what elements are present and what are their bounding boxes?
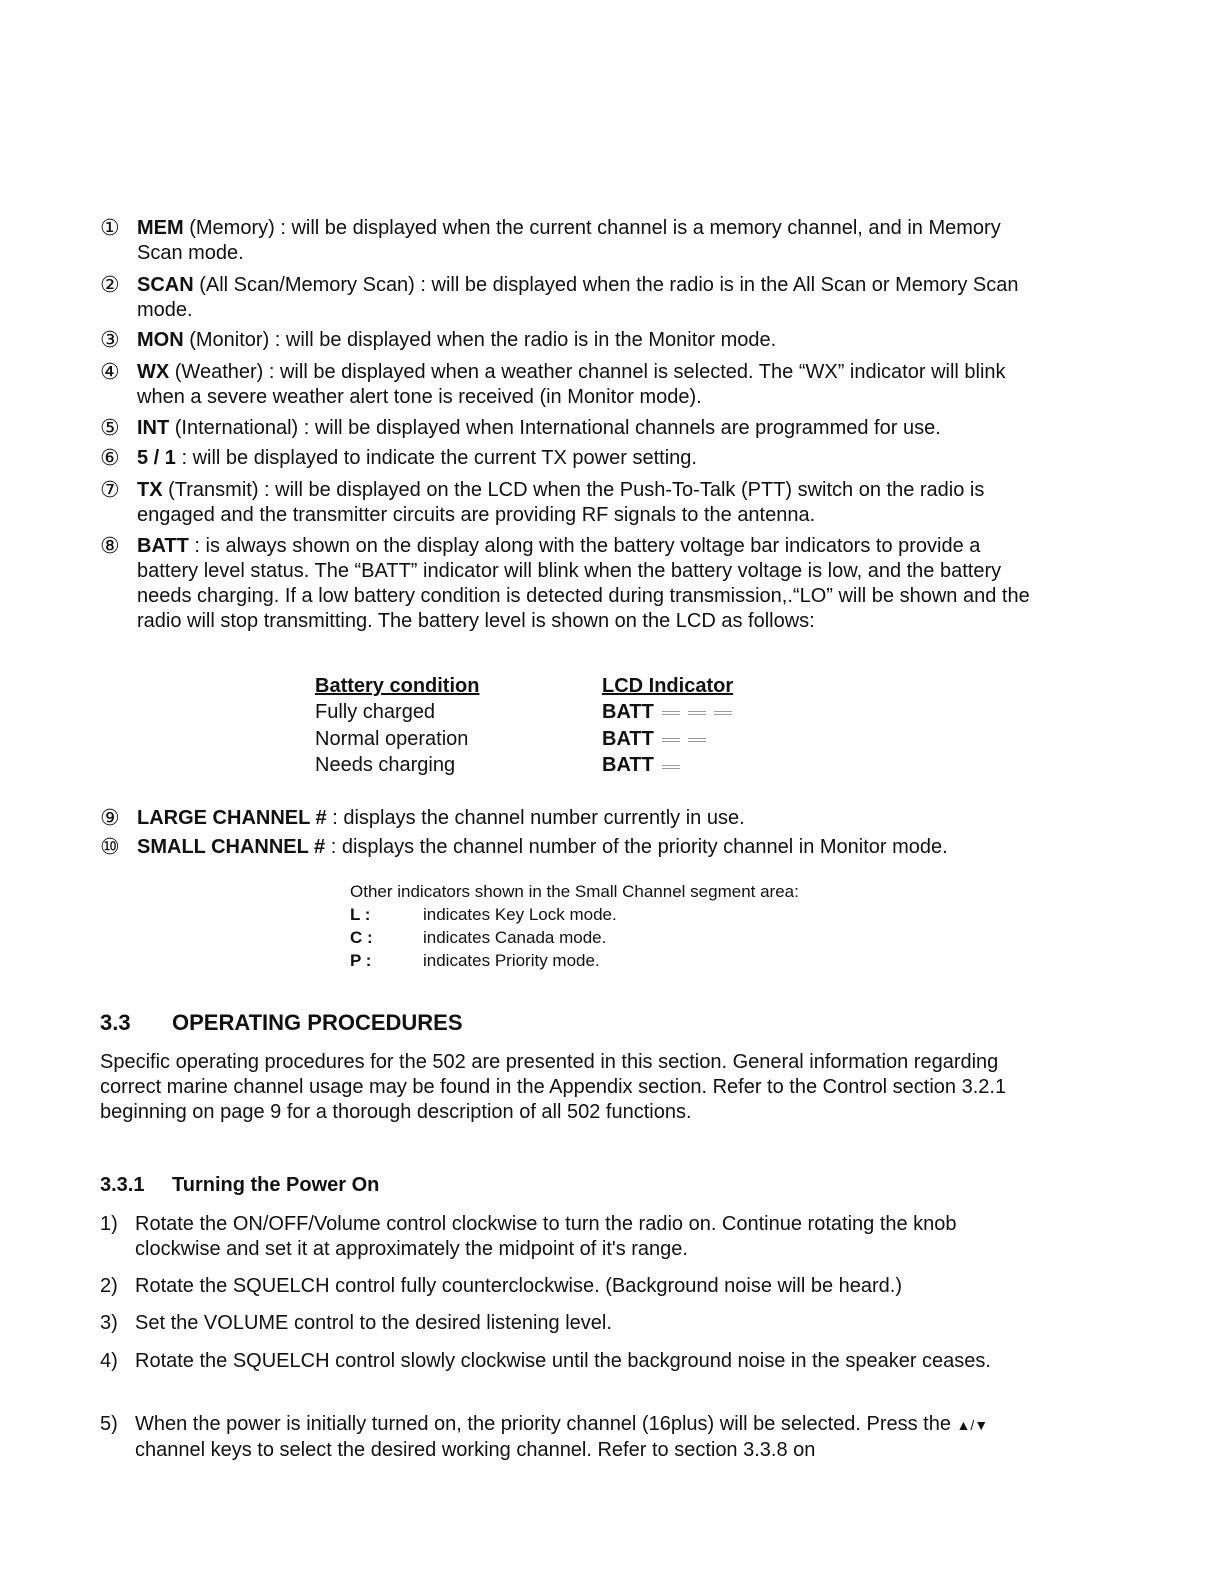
indicator-term: LARGE CHANNEL # bbox=[137, 807, 327, 829]
list-item bbox=[350, 949, 799, 972]
indicator-meaning: indicates Canada mode. bbox=[423, 928, 607, 947]
procedure-step bbox=[100, 1311, 1020, 1336]
table-row bbox=[315, 726, 740, 753]
indicator-description: : displays the channel number of the priority channel in Monitor mode. bbox=[325, 836, 948, 858]
list-item bbox=[350, 903, 799, 926]
step-text: Rotate the SQUELCH control slowly clockwise until the background noise in the speaker ceases. bbox=[135, 1350, 991, 1372]
batt-label: BATT bbox=[602, 727, 654, 750]
indicator-description: (Transmit) : will be displayed on the LCD when the Push-To-Talk (PTT) switch on the radio is engaged and the transmitter circuits are providing RF signals to the antenna. bbox=[137, 479, 985, 526]
indicator-item bbox=[100, 360, 1040, 410]
step-text: Rotate the SQUELCH control fully counterclockwise. (Background noise will be heard.) bbox=[135, 1275, 903, 1297]
step-number: 1) bbox=[100, 1213, 118, 1235]
item-number: ⑨ bbox=[100, 806, 120, 831]
other-indicators-list bbox=[350, 880, 799, 972]
up-down-arrow-icon: ▲/▼ bbox=[956, 1417, 989, 1433]
indicator-term: MEM bbox=[137, 217, 184, 239]
indicator-description: (International) : will be displayed when International channels are programmed for use. bbox=[169, 417, 941, 439]
indicator-description: (All Scan/Memory Scan) : will be displayed when the radio is in the All Scan or Memory Scan mode. bbox=[137, 274, 1019, 321]
indicator-description: : displays the channel number currently in use. bbox=[326, 807, 745, 829]
step-number: 3) bbox=[100, 1312, 118, 1334]
indicator-item bbox=[100, 835, 1040, 860]
subsection-heading bbox=[100, 1174, 379, 1197]
item-number: ⑩ bbox=[100, 835, 120, 860]
table-header-row bbox=[315, 673, 740, 699]
indicator-description: : is always shown on the display along with the battery voltage bar indicators to provide a battery level status. The “BATT” indicator will blink when the battery voltage is low, and the battery needs charging. If a low battery condition is detected during transmission,.“LO” will be shown and the radio will stop transmitting. The battery level is shown on the LCD as follows: bbox=[137, 535, 1030, 632]
column-header-condition: Battery condition bbox=[315, 675, 480, 697]
indicator-meaning: indicates Key Lock mode. bbox=[423, 905, 617, 924]
step-number: 2) bbox=[100, 1275, 118, 1297]
step-text bbox=[135, 1412, 1020, 1463]
indicator-item bbox=[100, 216, 1040, 266]
battery-bars-icon bbox=[662, 700, 740, 726]
table-row bbox=[315, 699, 740, 726]
section-intro: Specific operating procedures for the 502 are presented in this section. General information regarding correct marine channel usage may be found in the Appendix section. Refer to the Control section 3.2.1 beginning on page 9 for a thorough description of all 502 functions. bbox=[100, 1051, 1007, 1123]
table-row bbox=[315, 752, 740, 779]
indicator-description: (Memory) : will be displayed when the current channel is a memory channel, and in Memory Scan mode. bbox=[137, 217, 1001, 264]
battery-bars-icon bbox=[662, 726, 714, 752]
step-number: 4) bbox=[100, 1350, 118, 1372]
indicator-item bbox=[100, 446, 1040, 471]
item-number: ① bbox=[100, 216, 120, 241]
indicator-description: (Weather) : will be displayed when a weather channel is selected. The “WX” indicator will blink when a severe weather alert tone is received (in Monitor mode). bbox=[137, 361, 1006, 408]
indicator-item bbox=[100, 534, 1040, 634]
step-text: Rotate the ON/OFF/Volume control clockwise to turn the radio on. Continue rotating the knob clockwise and set it at approximately the midpoint of it's range. bbox=[135, 1213, 957, 1260]
subsection-title: Turning the Power On bbox=[172, 1174, 380, 1196]
section-heading bbox=[100, 1010, 463, 1036]
item-number: ⑧ bbox=[100, 534, 120, 559]
battery-condition: Needs charging bbox=[315, 754, 456, 777]
battery-level-table bbox=[315, 673, 740, 779]
item-number: ② bbox=[100, 273, 120, 298]
indicator-item bbox=[100, 806, 1040, 831]
step-text: Set the VOLUME control to the desired listening level. bbox=[135, 1312, 612, 1334]
column-header-indicator: LCD Indicator bbox=[602, 675, 734, 697]
indicator-term: INT bbox=[137, 417, 170, 439]
indicator-term: WX bbox=[137, 361, 170, 383]
battery-condition: Fully charged bbox=[315, 701, 436, 723]
battery-condition: Normal operation bbox=[315, 727, 469, 750]
procedure-step bbox=[100, 1349, 1020, 1374]
item-number: ⑥ bbox=[100, 446, 120, 471]
indicator-term: MON bbox=[137, 329, 184, 351]
section-title: OPERATING PROCEDURES bbox=[172, 1010, 463, 1035]
batt-label: BATT bbox=[602, 701, 654, 723]
indicator-term: TX bbox=[137, 479, 163, 501]
item-number: ④ bbox=[100, 360, 120, 385]
item-number: ⑦ bbox=[100, 478, 120, 503]
indicator-term: SMALL CHANNEL # bbox=[137, 836, 326, 858]
indicator-item bbox=[100, 273, 1040, 323]
other-indicators-intro: Other indicators shown in the Small Channel segment area: bbox=[350, 882, 799, 901]
indicator-key: C : bbox=[350, 928, 373, 947]
battery-bars-icon bbox=[662, 753, 688, 779]
list-item bbox=[350, 926, 799, 949]
indicator-item bbox=[100, 478, 1040, 528]
indicator-item bbox=[100, 416, 1040, 441]
indicator-term: SCAN bbox=[137, 274, 194, 296]
section-number: 3.3 bbox=[100, 1010, 131, 1035]
indicator-key: L : bbox=[350, 905, 371, 924]
item-number: ⑤ bbox=[100, 416, 120, 441]
batt-label: BATT bbox=[602, 754, 654, 777]
indicator-meaning: indicates Priority mode. bbox=[423, 951, 600, 970]
indicator-term: 5 / 1 bbox=[137, 447, 176, 469]
indicator-item bbox=[100, 328, 1040, 353]
indicator-term: BATT bbox=[137, 535, 189, 557]
indicator-key: P : bbox=[350, 951, 372, 970]
item-number: ③ bbox=[100, 328, 120, 353]
step-text-end: channel keys to select the desired working channel. Refer to section 3.3.8 on bbox=[135, 1439, 816, 1461]
procedure-step bbox=[100, 1274, 1020, 1299]
procedure-step bbox=[100, 1412, 1020, 1463]
indicator-description: : will be displayed to indicate the current TX power setting. bbox=[175, 447, 697, 469]
procedure-step bbox=[100, 1212, 1020, 1262]
indicator-description: (Monitor) : will be displayed when the radio is in the Monitor mode. bbox=[183, 329, 777, 351]
subsection-number: 3.3.1 bbox=[100, 1174, 145, 1196]
step-text-start: When the power is initially turned on, the priority channel (16plus) will be selected. Press the bbox=[135, 1413, 957, 1435]
step-number: 5) bbox=[100, 1413, 118, 1435]
